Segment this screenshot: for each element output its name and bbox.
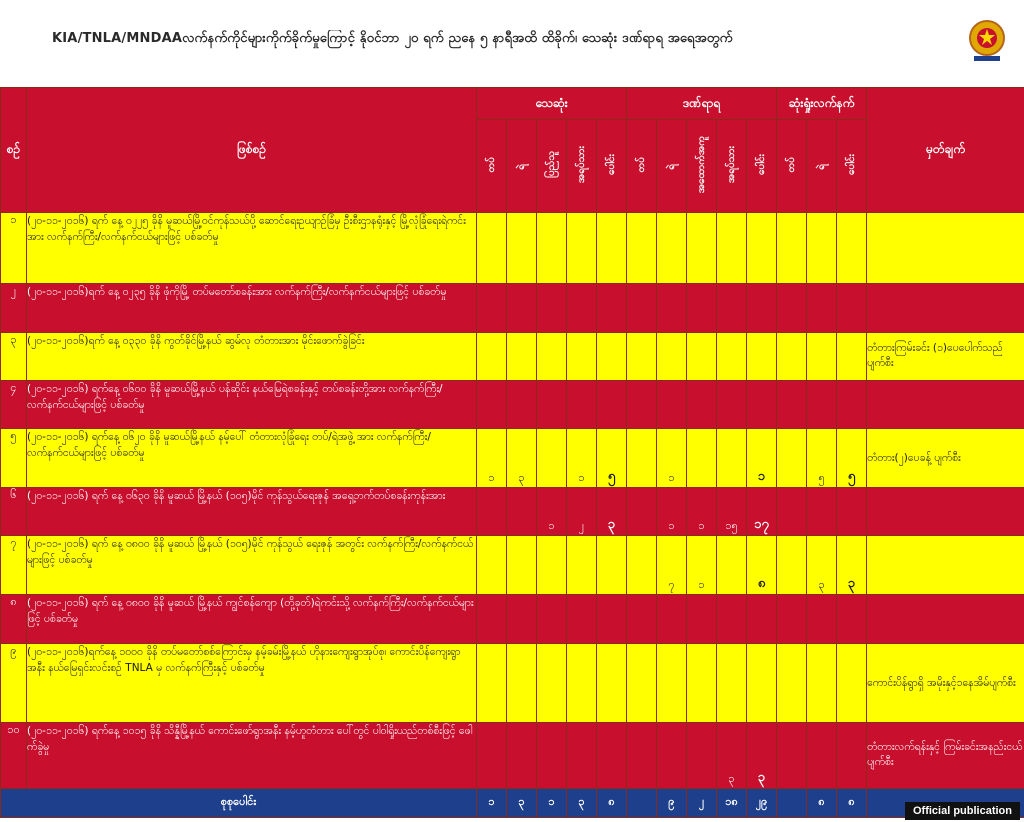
count-cell: ၁	[657, 488, 687, 536]
count-cell	[627, 488, 657, 536]
count-cell	[477, 488, 507, 536]
total-count-cell: ၃	[507, 788, 537, 817]
vertical-header-label: အရပ်သား	[576, 146, 587, 183]
event-text: (၂၀-၁၁-၂၀၁၆) ရက်နေ့ ၀၆၀၀ ခိုနိ မူဆယ်မြို့နယ် ပန်ဆိုင်း နယ်မြေရဲစခန်းနှင့် တပ်စခန်းတို့အား လက်နက်ကြီး/လက်နက်ငယ်များဖြင့် ပစ်ခတ်မှု	[27, 383, 443, 412]
count-cell	[507, 488, 537, 536]
event-text: (၂၀-၁၁-၂၀၁၆) ရက် နေ့ ၀၈၀၀ ခိုနိ မူဆယ် မြို့နယ် (၁၀၅)မိုင် ကုန်သွယ် ရေးဇုန် အတွင်း လက်နက်ကြီး/လက်နက်ငယ်များဖြင့် ပစ်ခတ်မှု	[27, 538, 474, 567]
count-cell	[627, 595, 657, 643]
total-label: စုစုပေါင်း	[1, 788, 477, 817]
count-cell	[567, 213, 597, 284]
count-cell	[567, 332, 597, 380]
count-cell	[777, 643, 807, 723]
count-cell	[837, 595, 867, 643]
vertical-header-label: တပ်	[786, 156, 798, 173]
row-number: ၉	[1, 643, 27, 723]
count-cell	[657, 332, 687, 380]
count-cell: ၁၇	[747, 488, 777, 536]
count-cell: ၁၅	[717, 488, 747, 536]
total-count-cell: ၈	[807, 788, 837, 817]
count-cell	[477, 284, 507, 332]
event-description	[27, 723, 477, 788]
count-cell	[537, 536, 567, 595]
count-cell	[747, 381, 777, 429]
row-number: ၁	[1, 213, 27, 284]
count-cell	[597, 536, 627, 595]
count-cell	[777, 429, 807, 488]
table-row	[1, 284, 1024, 332]
count-cell	[507, 381, 537, 429]
event-description	[27, 429, 477, 488]
vertical-header-label: တပ်	[486, 156, 497, 173]
count-cell	[537, 429, 567, 488]
count-cell	[597, 332, 627, 380]
count-cell	[537, 643, 567, 723]
count-cell	[687, 284, 717, 332]
count-cell	[477, 381, 507, 429]
total-count-cell: ၂၉	[747, 788, 777, 817]
event-text: (၂၀-၁၁-၂၀၁၆) ရက်နေ့ ၁၀၁၅ ခိုနိ သိန္နီမြို့နယ် ကောင်းဖော်ရွာအနီး နမ့်ဟူတံတား ပေါ်တွင် ပါဝါရှိုးယည်တစ်စီးဖြင့် ဖေါက်ခွဲမှု	[27, 725, 473, 754]
count-cell	[837, 723, 867, 788]
col-event-header: ဖြစ်စဥ်	[27, 88, 477, 213]
count-cell	[687, 643, 717, 723]
count-cell	[687, 595, 717, 643]
count-cell	[717, 595, 747, 643]
count-cell	[837, 488, 867, 536]
remark-cell	[867, 284, 1024, 332]
count-cell	[807, 595, 837, 643]
count-cell	[717, 643, 747, 723]
vertical-header-label: ရဲ	[816, 164, 828, 170]
event-description	[27, 284, 477, 332]
vertical-header-label: တပ်	[636, 156, 648, 173]
vertical-header-label: ရဲ	[666, 164, 678, 170]
count-cell	[717, 284, 747, 332]
vertical-header-label: အရပ်သား	[726, 146, 738, 183]
event-description	[27, 595, 477, 643]
count-cell	[627, 723, 657, 788]
count-cell	[657, 595, 687, 643]
event-text: (၂၀-၁၁-၂၀၁၆)ရက် နေ့ ၀၂၃၅ ခိုနိ ဖုံကိုမြို့ တပ်မတော်စခန်းအား လက်နက်ကြီး/လက်နက်ငယ်များဖြင့် ပစ်ခတ်မှု	[27, 286, 447, 299]
count-cell	[627, 213, 657, 284]
count-cell	[507, 723, 537, 788]
table-row	[1, 536, 1024, 595]
event-description	[27, 643, 477, 723]
count-cell	[537, 213, 567, 284]
vertical-header-label: ပြည်သူ	[546, 151, 557, 178]
count-cell	[477, 332, 507, 380]
row-number: ၁၀	[1, 723, 27, 788]
count-cell	[777, 332, 807, 380]
event-text: (၂၀-၁၁-၂၀၁၆) ရက် နေ့ ၀၈၀၀ ခိုနိ မူဆယ် မြို့နယ် ကျွင်စန်ကျော (တို့ခုတ်)ရဲကင်းသို့ လက်နက်ကြီး/လက်နက်ငယ်များဖြင့် ပစ်ခတ်မှု	[27, 597, 474, 626]
table-row	[1, 488, 1024, 536]
count-cell	[717, 213, 747, 284]
remark-cell: တံတား(၂)ပေခန့် ပျက်စီး	[867, 429, 1024, 488]
event-description	[27, 536, 477, 595]
count-cell	[627, 429, 657, 488]
count-cell	[777, 595, 807, 643]
count-cell	[477, 643, 507, 723]
count-cell	[477, 723, 507, 788]
row-number: ၇	[1, 536, 27, 595]
count-cell: ၁	[687, 536, 717, 595]
total-count-cell: ၂	[687, 788, 717, 817]
count-cell	[567, 381, 597, 429]
total-count-cell	[777, 788, 807, 817]
count-cell	[777, 381, 807, 429]
row-number: ၂	[1, 284, 27, 332]
table-row	[1, 723, 1024, 788]
count-cell	[657, 284, 687, 332]
col-lost-header: ဆုံးရှုံးလက်နက်	[777, 88, 867, 120]
col-injured-sub-header	[687, 120, 717, 213]
total-count-cell: ၁	[477, 788, 507, 817]
count-cell	[567, 536, 597, 595]
count-cell	[807, 213, 837, 284]
total-count-cell	[627, 788, 657, 817]
count-cell: ၁	[537, 488, 567, 536]
remark-cell: တံတားကြမ်းခင်း (၁)ပေပေါက်သည်ပျက်စီး	[867, 332, 1024, 380]
event-text: (၂၀-၁၁-၂၀၁၆) ရက်နေ့ ၀၆၂၀ ခိုနိ မူဆယ်မြို့နယ် နမ့်ပေါ် တံတားလုံခြုံရေး တပ်/ရဲအဖွဲ့ အား လက်နက်ကြီး/လက်နက်ငယ်များဖြင့် ပစ်ခတ်မှု	[27, 431, 431, 460]
count-cell: ၂	[567, 488, 597, 536]
count-cell	[807, 332, 837, 380]
count-cell	[717, 536, 747, 595]
count-cell: ၃	[717, 723, 747, 788]
table-row	[1, 381, 1024, 429]
col-lost-sub-header	[807, 120, 837, 213]
count-cell	[837, 381, 867, 429]
col-remarks-header: မှတ်ချက်	[867, 88, 1024, 213]
count-cell: ၁	[477, 429, 507, 488]
count-cell	[507, 213, 537, 284]
count-cell	[597, 284, 627, 332]
count-cell	[807, 643, 837, 723]
count-cell	[567, 284, 597, 332]
row-number: ၆	[1, 488, 27, 536]
remark-cell	[867, 595, 1024, 643]
total-row	[1, 788, 1024, 817]
count-cell	[687, 429, 717, 488]
count-cell	[597, 595, 627, 643]
count-cell	[777, 213, 807, 284]
count-cell	[597, 381, 627, 429]
vertical-header-label: ပေါင်း	[606, 154, 617, 175]
count-cell	[537, 595, 567, 643]
count-cell	[567, 723, 597, 788]
count-cell	[657, 381, 687, 429]
count-cell	[507, 643, 537, 723]
count-cell	[657, 723, 687, 788]
count-cell	[747, 643, 777, 723]
col-injured-sub-header	[657, 120, 687, 213]
count-cell	[717, 429, 747, 488]
count-cell	[717, 332, 747, 380]
total-count-cell: ၈	[597, 788, 627, 817]
count-cell	[657, 213, 687, 284]
table-row	[1, 595, 1024, 643]
count-cell: ၃	[807, 536, 837, 595]
remark-cell	[867, 488, 1024, 536]
total-count-cell: ၉	[657, 788, 687, 817]
count-cell	[837, 213, 867, 284]
count-cell	[807, 488, 837, 536]
count-cell	[687, 332, 717, 380]
table-row	[1, 213, 1024, 284]
count-cell	[507, 284, 537, 332]
casualty-table	[0, 87, 1024, 818]
count-cell	[627, 284, 657, 332]
total-count-cell: ၁	[537, 788, 567, 817]
table-row	[1, 643, 1024, 723]
count-cell: ၃	[597, 488, 627, 536]
count-cell	[777, 488, 807, 536]
count-cell	[837, 332, 867, 380]
vertical-header-label: ပေါင်း	[846, 154, 858, 175]
remark-cell: တံတားလက်ရန်းနှင့် ကြမ်းခင်းအနည်းငယ်ပျက်စီး	[867, 723, 1024, 788]
event-text: (၂၀-၁၁-၂၀၁၆)ရက် နေ့ ၀၃၃၀ ခိုနိ ကွတ်ခိုင်မြို့နယ် ဆွမ်လု တံတားအား မိုင်းဖောက်ခွဲခြင်း	[27, 334, 365, 347]
col-injured-sub-header	[717, 120, 747, 213]
col-deaths-sub-header	[597, 120, 627, 213]
state-emblem-icon	[964, 14, 1010, 64]
col-deaths-sub-header	[567, 120, 597, 213]
count-cell	[627, 381, 657, 429]
count-cell: ၁	[657, 429, 687, 488]
count-cell	[507, 332, 537, 380]
col-deaths-sub-header	[477, 120, 507, 213]
count-cell	[477, 536, 507, 595]
vertical-header-label: ပေါင်း	[756, 154, 768, 175]
total-count-cell: ၈	[837, 788, 867, 817]
count-cell	[567, 595, 597, 643]
event-text: (၂၀-၁၁-၂၀၁၆)ရက်နေ့ ၁၀၀၀ ခိုနိ တပ်မတော်စစ်ကြောင်းမှ နမ့်ခမ်းမြို့နယ် ဟိုနားကျေးရွာအုပ်စု၊ ကောင်းပိန်ကျေးရွာအနီး နယ်မြေရှင်းလင်းစဥ် TNLA မှ လက်နက်ကြီးနှင့် ပစ်ခတ်မှု	[27, 645, 461, 674]
col-injured-sub-header	[747, 120, 777, 213]
count-cell	[717, 381, 747, 429]
count-cell	[597, 643, 627, 723]
event-text: (၂၀-၁၁-၂၀၁၆) ရက် နေ့ ၀၆၃၀ ခိုနိ မူဆယ် မြို့နယ် (၁၀၅)မိုင် ကုန်သွယ်ရေးဇုန် အရှေ့ဘက်တပ်စခန်းကုန်းအား	[27, 490, 446, 503]
remark-cell	[867, 536, 1024, 595]
count-cell	[687, 381, 717, 429]
page-title: KIA/TNLA/MNDAAလက်နက်ကိုင်များကိုက်ခိုက်မှုကြောင့် နိုဝင်ဘာ ၂၀ ရက် ညနေ ၅ နာရီအထိ ထိခိုက်၊ သေဆုံး ဒဏ်ရာရ အရေအတွက်	[52, 31, 733, 46]
count-cell	[537, 381, 567, 429]
col-sr-header: စဥ်	[1, 88, 27, 213]
remark-cell	[867, 381, 1024, 429]
count-cell	[507, 595, 537, 643]
col-injured-sub-header	[627, 120, 657, 213]
col-deaths-header: သေဆုံး	[477, 88, 627, 120]
count-cell	[627, 643, 657, 723]
row-number: ၃	[1, 332, 27, 380]
col-deaths-sub-header	[507, 120, 537, 213]
vertical-header-label: အထောက်အကူ	[696, 135, 708, 194]
col-lost-sub-header	[837, 120, 867, 213]
count-cell	[807, 381, 837, 429]
count-cell: ၁	[747, 429, 777, 488]
remark-cell	[867, 213, 1024, 284]
official-publication-badge: Official publication	[905, 802, 1020, 820]
total-count-cell: ၃	[567, 788, 597, 817]
count-cell	[837, 284, 867, 332]
count-cell	[807, 723, 837, 788]
count-cell	[777, 284, 807, 332]
count-cell	[657, 643, 687, 723]
count-cell	[747, 284, 777, 332]
total-count-cell: ၁၈	[717, 788, 747, 817]
table-row	[1, 429, 1024, 488]
row-number: ၅	[1, 429, 27, 488]
count-cell	[597, 723, 627, 788]
event-description	[27, 488, 477, 536]
count-cell	[477, 213, 507, 284]
count-cell	[477, 595, 507, 643]
count-cell	[627, 332, 657, 380]
row-number: ၄	[1, 381, 27, 429]
count-cell	[807, 284, 837, 332]
count-cell	[537, 284, 567, 332]
count-cell: ၅	[807, 429, 837, 488]
count-cell	[687, 213, 717, 284]
count-cell: ၃	[837, 536, 867, 595]
count-cell	[687, 723, 717, 788]
count-cell	[777, 723, 807, 788]
count-cell	[507, 536, 537, 595]
count-cell: ၅	[597, 429, 627, 488]
event-description	[27, 213, 477, 284]
col-injured-header: ဒဏ်ရာရ	[627, 88, 777, 120]
count-cell	[747, 595, 777, 643]
count-cell: ၃	[747, 723, 777, 788]
row-number: ၈	[1, 595, 27, 643]
count-cell	[627, 536, 657, 595]
count-cell	[537, 723, 567, 788]
count-cell	[747, 332, 777, 380]
remark-cell: ကောင်းပိန်ရွာရှိ အမိုးနှင့်၁နေအိမ်ပျက်စီး	[867, 643, 1024, 723]
count-cell	[567, 643, 597, 723]
vertical-header-label: ရဲ	[516, 164, 527, 170]
count-cell: ၃	[507, 429, 537, 488]
page-header	[0, 0, 1024, 86]
event-text: (၂၀-၁၁-၂၀၁၆) ရက် နေ့ ၀၂၂၅ ခိုနိ မူဆယ်မြို့ဝင်ကုန်သယ်ပို့ ဆောင်ရေးဥယျာဉ်ခြံမှ ဦးစီးဌာနရုံးနှင့် မြို့လုံခြုံရေးရဲကင်းအား လက်နက်ကြီး/လက်နက်ငယ်များဖြင့် ပစ်ခတ်မှု	[27, 215, 466, 243]
event-description	[27, 381, 477, 429]
event-description	[27, 332, 477, 380]
count-cell: ၁	[567, 429, 597, 488]
count-cell: ၇	[657, 536, 687, 595]
table-row	[1, 332, 1024, 380]
count-cell	[537, 332, 567, 380]
count-cell	[747, 213, 777, 284]
count-cell: ၅	[837, 429, 867, 488]
count-cell: ၁	[687, 488, 717, 536]
count-cell	[837, 643, 867, 723]
col-lost-sub-header	[777, 120, 807, 213]
count-cell: ၈	[747, 536, 777, 595]
col-deaths-sub-header	[537, 120, 567, 213]
count-cell	[597, 213, 627, 284]
count-cell	[777, 536, 807, 595]
